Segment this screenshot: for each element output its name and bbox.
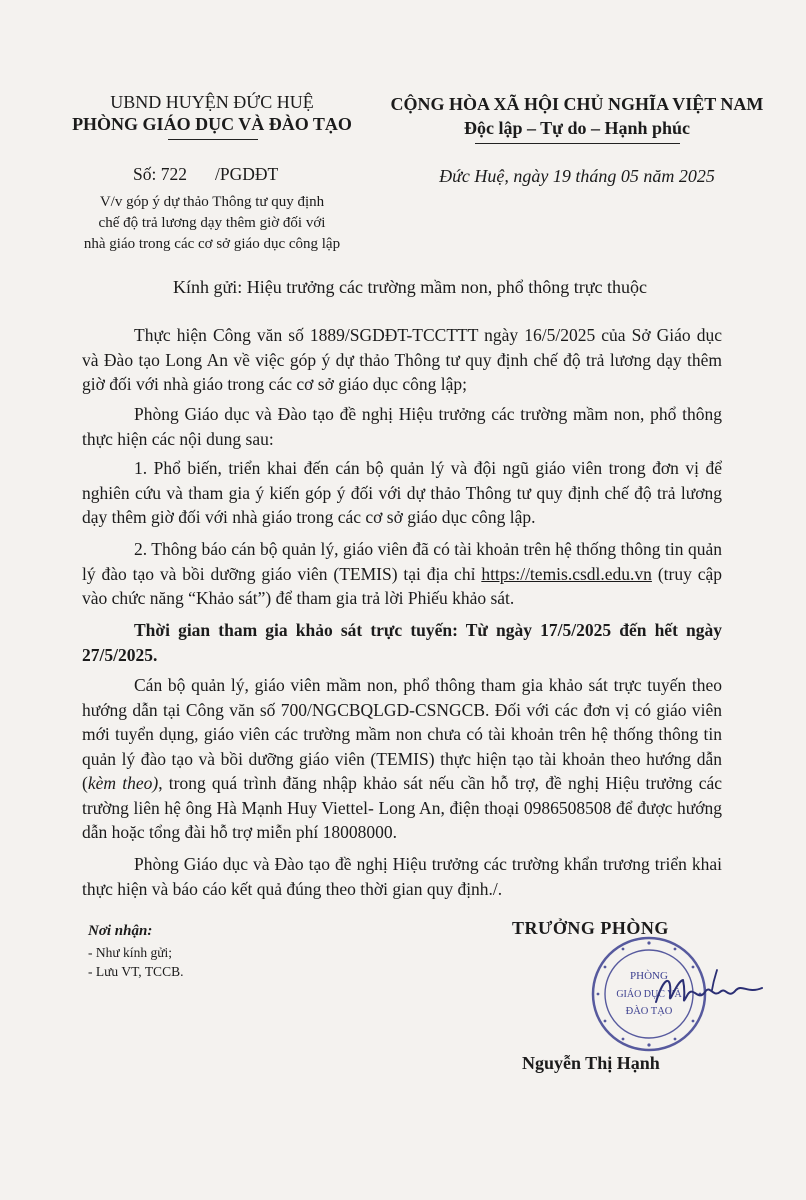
- paragraph-4-tail: (truy cập vào chức năng “Khảo sát”) để tham gia trả lời Phiếu khảo sát.: [82, 563, 722, 608]
- survey-deadline: Thời gian tham gia khảo sát trực tuyến: Từ ngày 17/5/2025 đến hết ngày 27/5/2025.: [82, 620, 722, 665]
- motto-underline: [475, 143, 680, 144]
- document-number: [133, 164, 278, 185]
- signer-name: Nguyễn Thị Hạnh: [522, 1053, 660, 1073]
- handwritten-signature-icon: [650, 968, 770, 1018]
- nation-title: CỘNG HÒA XÃ HỘI CHỦ NGHĨA VIỆT NAM: [390, 94, 764, 114]
- paragraph-4-text: 2. Thông báo cán bộ quản lý, giáo viên đã có tài khoản trên hệ thống thông tin quản lý đào tạo và bồi dưỡng giáo viên (TEMIS) tại địa chỉ: [82, 539, 722, 584]
- signature-title: TRƯỞNG PHÒNG: [512, 918, 669, 938]
- stamp-line-2: GIÁO DỤC VÀ: [616, 989, 682, 1000]
- subject-line-2: chế độ trả lương dạy thêm giờ đối với: [98, 215, 326, 231]
- recipient-line: Kính gửi: Hiệu trưởng các trường mầm non, phổ thông trực thuộc: [173, 277, 647, 297]
- paragraph-4: [82, 537, 722, 611]
- stamp-line-1: PHÒNG: [630, 970, 668, 982]
- paragraph-7: Phòng Giáo dục và Đào tạo đề nghị Hiệu trưởng các trường khẩn trương triển khai thực hiện và báo cáo kết quả đúng theo thời gian quy định./.: [82, 854, 722, 899]
- agency-name: UBND HUYỆN ĐỨC HUỆ: [110, 92, 314, 112]
- document-number-label: Số: 722: [133, 164, 187, 184]
- recipients-title: Nơi nhận:: [88, 923, 153, 939]
- document-number-suffix: /PGDĐT: [214, 164, 279, 184]
- motto: Độc lập – Tự do – Hạnh phúc: [463, 118, 691, 138]
- recipient-item-1: - Như kính gửi;: [88, 945, 173, 960]
- stamp-line-3: ĐÀO TẠO: [625, 1006, 673, 1017]
- paragraph-6: [82, 673, 722, 845]
- paragraph-1: Thực hiện Công văn số 1889/SGDĐT-TCCTTT ngày 16/5/2025 của Sở Giáo dục và Đào tạo Long An về việc góp ý dự thảo Thông tư quy định chế độ trả lương dạy thêm giờ đối với nhà giáo trong các cơ sở giáo dục công lập;: [82, 325, 722, 394]
- place-date: Đức Huệ, ngày 19 tháng 05 năm 2025: [439, 166, 715, 186]
- paragraph-6-tail: , trong quá trình đăng nhập khảo sát nếu cần hỗ trợ, đề nghị Hiệu trưởng các trường liên hệ ông Hà Mạnh Huy Viettel- Long An, điện thoại 0986508508 để được hướng dẫn hoặc tổng đài hỗ trợ miễn phí 18008000.: [82, 773, 723, 842]
- temis-link[interactable]: https://temis.csdl.edu.vn: [481, 563, 652, 584]
- department-underline: [168, 139, 258, 140]
- subject-line-3: nhà giáo trong các cơ sở giáo dục công lập: [83, 236, 341, 252]
- department-name: PHÒNG GIÁO DỤC VÀ ĐÀO TẠO: [72, 114, 352, 134]
- paragraph-6-text: Cán bộ quản lý, giáo viên mầm non, phổ thông tham gia khảo sát trực tuyến theo hướng dẫn tại Công văn số 700/NGCBQLGD-CSNGCB. Đối với các đơn vị có giáo viên mới tuyển dụng, giáo viên các trường mầm non chưa có tài khoản trên hệ thống thông tin quản lý đào tạo và bồi dưỡng giáo viên (TEMIS) thực hiện tạo tài khoản theo hướng dẫn (: [82, 675, 722, 793]
- subject-line-1: V/v góp ý dự thảo Thông tư quy định: [99, 194, 325, 210]
- paragraph-3: 1. Phổ biến, triển khai đến cán bộ quản lý và đội ngũ giáo viên trong đơn vị để nghiên cứu và tham gia ý kiến góp ý đối với dự thảo Thông tư quy định chế độ trả lương dạy thêm giờ đối với nhà giáo trong các cơ sở giáo dục công lập.: [82, 458, 722, 527]
- paragraph-2: Phòng Giáo dục và Đào tạo đề nghị Hiệu trưởng các trường mầm non, phổ thông thực hiện các nội dung sau:: [82, 404, 722, 449]
- recipient-item-2: - Lưu VT, TCCB.: [88, 964, 184, 979]
- paragraph-6-attachment: kèm theo): [87, 773, 159, 793]
